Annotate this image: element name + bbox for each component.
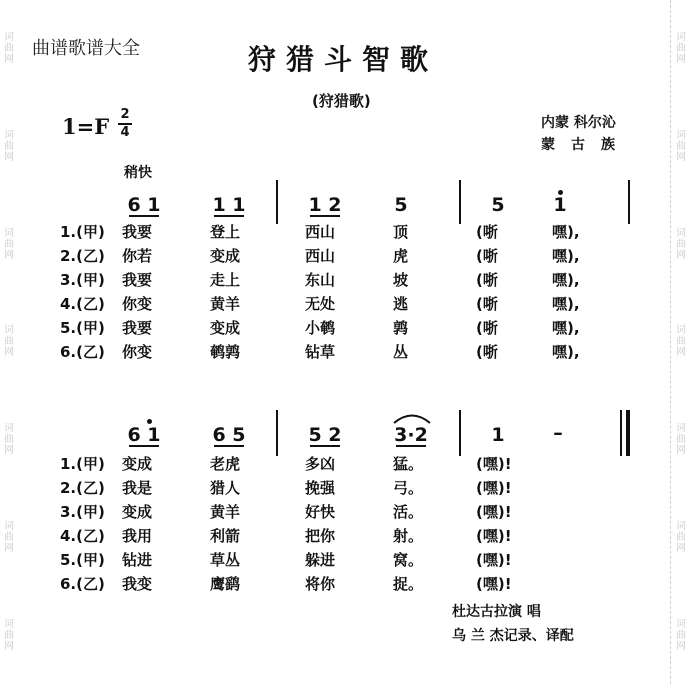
time-signature-top: 2 [120, 107, 130, 122]
verse-label: 3.(甲) [60, 503, 105, 521]
note-group: 1 2 [308, 194, 342, 216]
lyric-word: 你变 [122, 343, 153, 361]
lyric-word: 嘿), [552, 223, 580, 241]
lyric-word: 无处 [305, 295, 336, 313]
lyric-word: 坡 [393, 271, 409, 289]
lyric-word: 你若 [122, 247, 153, 265]
note-group: 6 1 [127, 424, 161, 446]
note-group: 3·2 [394, 424, 428, 446]
lyric-word: 猎人 [210, 479, 241, 497]
lyric-word: 我变 [122, 575, 153, 593]
lyric-word: 嘿), [552, 319, 580, 337]
lyric-word: 草丛 [210, 551, 241, 569]
lyric-word: 嘿), [552, 271, 580, 289]
lyric-word: 丛 [393, 343, 409, 361]
lyric-word: 嘿), [552, 343, 580, 361]
lyric-word: (嘿)! [476, 527, 512, 545]
lyric-word: 黄羊 [210, 295, 241, 313]
lyric-word: (哳 [476, 247, 498, 265]
watermark-text: 词 曲 网 [4, 325, 14, 359]
verse-label: 1.(甲) [60, 455, 105, 473]
song-title: 狩猎斗智歌 [248, 43, 439, 76]
credit-singer: 杜达古拉演 唱 [452, 604, 541, 620]
note-group: 5 [491, 194, 505, 216]
verse-label: 5.(甲) [60, 551, 105, 569]
verse-label: 2.(乙) [60, 247, 105, 265]
lyric-word: 钻草 [305, 343, 336, 361]
lyric-word: 多凶 [305, 455, 336, 473]
bar-line [459, 180, 461, 224]
lyric-word: 鹰鹞 [210, 575, 241, 593]
final-bar-thin [620, 410, 622, 456]
watermark-text: 词 曲 网 [676, 423, 686, 457]
verse-label: 1.(甲) [60, 223, 105, 241]
lyric-word: 窝。 [393, 551, 424, 569]
watermark-text: 词 曲 网 [4, 423, 14, 457]
watermark-text: 词 曲 网 [676, 130, 686, 164]
bar-line [628, 180, 630, 224]
verse-label: 6.(乙) [60, 343, 105, 361]
verse-label: 5.(甲) [60, 319, 105, 337]
lyric-word: 鹑 [393, 319, 409, 337]
origin-region: 内蒙 科尔沁 [541, 115, 616, 131]
lyric-word: 我是 [122, 479, 153, 497]
watermark-text: 词 曲 网 [676, 618, 686, 652]
watermark-text: 词 曲 网 [676, 227, 686, 261]
verse-label: 2.(乙) [60, 479, 105, 497]
tempo-marking: 稍快 [124, 165, 152, 181]
lyric-word: 走上 [210, 271, 241, 289]
watermark-text: 词 曲 网 [676, 32, 686, 66]
lyric-word: (哳 [476, 271, 498, 289]
final-bar-thick [626, 410, 630, 456]
watermark-text: 词 曲 网 [676, 325, 686, 359]
song-subtitle: (狩猎歌) [312, 92, 371, 110]
lyric-word: 好快 [305, 503, 336, 521]
watermark-text: 词 曲 网 [4, 130, 14, 164]
lyric-word: 变成 [210, 247, 241, 265]
site-label: 曲谱歌谱大全 [32, 38, 140, 59]
lyric-word: 弓。 [393, 479, 424, 497]
verse-label: 3.(甲) [60, 271, 105, 289]
lyric-word: 我用 [122, 527, 153, 545]
lyric-word: 嘿), [552, 295, 580, 313]
lyric-word: (哳 [476, 319, 498, 337]
lyric-word: 登上 [210, 223, 241, 241]
lyric-word: 顶 [393, 223, 409, 241]
note-group: 1 [553, 194, 567, 216]
lyric-word: (哳 [476, 295, 498, 313]
watermark-text: 词 曲 网 [4, 520, 14, 554]
lyric-word: 射。 [393, 527, 424, 545]
note-group: 5 2 [308, 424, 342, 446]
note-group: 1 1 [212, 194, 246, 216]
lyric-word: 活。 [393, 503, 424, 521]
note-group: – [553, 422, 563, 444]
lyric-word: 钻进 [122, 551, 153, 569]
verse-label: 4.(乙) [60, 527, 105, 545]
lyric-word: (嘿)! [476, 551, 512, 569]
lyric-word: 我要 [122, 223, 153, 241]
lyric-word: 利箭 [210, 527, 241, 545]
watermark-text: 词 曲 网 [4, 32, 14, 66]
lyric-word: (嘿)! [476, 479, 512, 497]
lyric-word: 把你 [305, 527, 336, 545]
lyric-word: 西山 [305, 223, 336, 241]
note-group: 5 [394, 194, 408, 216]
lyric-word: 变成 [210, 319, 241, 337]
lyric-word: 变成 [122, 455, 153, 473]
lyric-word: 东山 [305, 271, 336, 289]
lyric-word: 嘿), [552, 247, 580, 265]
lyric-word: 挽强 [305, 479, 336, 497]
lyric-word: (哳 [476, 343, 498, 361]
lyric-word: 我要 [122, 271, 153, 289]
time-signature-bottom: 4 [120, 125, 130, 140]
lyric-word: 将你 [305, 575, 336, 593]
bar-line [276, 410, 278, 456]
verse-label: 4.(乙) [60, 295, 105, 313]
time-signature [118, 108, 132, 140]
lyric-word: 逃 [393, 295, 409, 313]
lyric-word: (哳 [476, 223, 498, 241]
note-group: 1 [491, 424, 505, 446]
key-signature: 1=F [62, 114, 110, 139]
lyric-word: 黄羊 [210, 503, 241, 521]
origin-ethnicity: 蒙古族 [541, 137, 631, 153]
note-group: 6 1 [127, 194, 161, 216]
watermark-right [674, 0, 688, 684]
bar-line [459, 410, 461, 456]
lyric-word: 你变 [122, 295, 153, 313]
lyric-word: (嘿)! [476, 575, 512, 593]
lyric-word: 变成 [122, 503, 153, 521]
watermark-text: 词 曲 网 [4, 227, 14, 261]
lyric-word: 虎 [393, 247, 409, 265]
lyric-word: 捉。 [393, 575, 424, 593]
lyric-word: (嘿)! [476, 455, 512, 473]
lyric-word: 鹌鹑 [210, 343, 241, 361]
lyric-word: 躲进 [305, 551, 336, 569]
bar-line [276, 180, 278, 224]
verse-label: 6.(乙) [60, 575, 105, 593]
lyric-word: 西山 [305, 247, 336, 265]
lyric-word: 小鹌 [305, 319, 336, 337]
lyric-word: 老虎 [210, 455, 241, 473]
note-group: 6 5 [212, 424, 246, 446]
watermark-text: 词 曲 网 [4, 618, 14, 652]
lyric-word: (嘿)! [476, 503, 512, 521]
watermark-divider [670, 0, 671, 684]
credit-recorder: 乌 兰 杰记录、译配 [452, 628, 574, 644]
tie-arc [392, 410, 432, 424]
lyric-word: 我要 [122, 319, 153, 337]
watermark-left [2, 0, 16, 684]
watermark-text: 词 曲 网 [676, 520, 686, 554]
lyric-word: 猛。 [393, 455, 424, 473]
